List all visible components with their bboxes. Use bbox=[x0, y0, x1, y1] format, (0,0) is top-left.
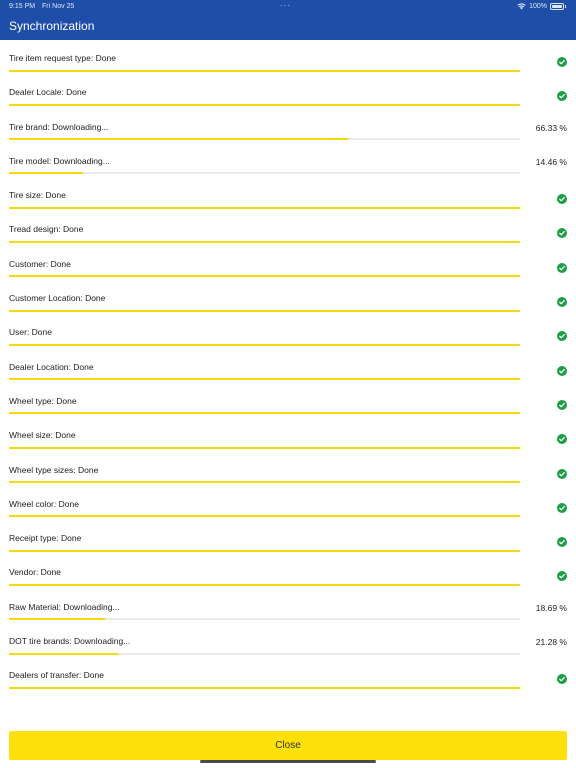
check-circle-icon bbox=[557, 674, 567, 684]
sync-row bbox=[0, 520, 576, 554]
sync-row-label: Tire model: Downloading... bbox=[9, 155, 110, 166]
check-circle-icon bbox=[557, 228, 567, 238]
progress-bar bbox=[9, 515, 520, 517]
progress-fill bbox=[9, 172, 83, 174]
progress-fill bbox=[9, 618, 105, 620]
home-indicator bbox=[200, 760, 376, 763]
wifi-icon bbox=[517, 3, 526, 10]
check-circle-icon bbox=[557, 434, 567, 444]
progress-bar bbox=[9, 618, 520, 620]
page-title: Synchronization bbox=[9, 19, 95, 33]
check-circle-icon bbox=[557, 263, 567, 273]
sync-row-label: Tread design: Done bbox=[9, 224, 84, 235]
progress-bar bbox=[9, 412, 520, 414]
progress-percent: 14.46 % bbox=[535, 156, 567, 167]
sync-row-label: Wheel color: Done bbox=[9, 498, 79, 509]
check-circle-icon bbox=[557, 503, 567, 513]
check-circle-icon bbox=[557, 57, 567, 67]
progress-fill bbox=[9, 70, 520, 72]
sync-row bbox=[0, 623, 576, 657]
progress-bar bbox=[9, 241, 520, 243]
progress-fill bbox=[9, 344, 520, 346]
sync-row-label: Customer Location: Done bbox=[9, 293, 106, 304]
progress-fill bbox=[9, 447, 520, 449]
check-circle-icon bbox=[557, 571, 567, 581]
progress-bar bbox=[9, 104, 520, 106]
sync-row bbox=[0, 349, 576, 383]
sync-row bbox=[0, 109, 576, 143]
progress-percent: 66.33 % bbox=[535, 122, 567, 133]
progress-fill bbox=[9, 310, 520, 312]
check-circle-icon bbox=[557, 537, 567, 547]
progress-bar bbox=[9, 275, 520, 277]
sync-row bbox=[0, 589, 576, 623]
sync-row bbox=[0, 211, 576, 245]
check-circle-icon bbox=[557, 469, 567, 479]
progress-bar bbox=[9, 378, 520, 380]
sync-row bbox=[0, 246, 576, 280]
sync-row bbox=[0, 383, 576, 417]
sync-row bbox=[0, 280, 576, 314]
sync-row bbox=[0, 40, 576, 74]
sync-row-label: Wheel type sizes: Done bbox=[9, 464, 99, 475]
progress-bar bbox=[9, 138, 520, 140]
progress-fill bbox=[9, 515, 520, 517]
progress-fill bbox=[9, 412, 520, 414]
progress-fill bbox=[9, 104, 520, 106]
progress-fill bbox=[9, 138, 348, 140]
check-circle-icon bbox=[557, 331, 567, 341]
progress-bar bbox=[9, 687, 520, 689]
progress-fill bbox=[9, 378, 520, 380]
sync-row bbox=[0, 177, 576, 211]
progress-fill bbox=[9, 653, 118, 655]
sync-row bbox=[0, 314, 576, 348]
check-circle-icon bbox=[557, 91, 567, 101]
progress-bar bbox=[9, 172, 520, 174]
sync-row-label: Tire size: Done bbox=[9, 190, 66, 201]
status-bar-right bbox=[517, 3, 566, 10]
battery-percent: 100% bbox=[529, 3, 547, 10]
progress-fill bbox=[9, 584, 520, 586]
sync-row-label: Wheel size: Done bbox=[9, 430, 76, 441]
sync-row-label: Tire item request type: Done bbox=[9, 53, 116, 63]
progress-bar bbox=[9, 70, 520, 72]
sync-row-label: Tire brand: Downloading... bbox=[9, 121, 109, 132]
progress-bar bbox=[9, 653, 520, 655]
sync-row bbox=[0, 452, 576, 486]
battery-icon bbox=[550, 3, 564, 10]
progress-bar bbox=[9, 344, 520, 346]
battery-cap bbox=[565, 5, 566, 8]
sync-row-label: Dealers of transfer: Done bbox=[9, 670, 104, 681]
progress-fill bbox=[9, 241, 520, 243]
sync-row-label: Receipt type: Done bbox=[9, 533, 82, 544]
multitasking-dots-icon: ··· bbox=[280, 1, 291, 10]
sync-row-label: Wheel type: Done bbox=[9, 395, 77, 406]
progress-percent: 21.28 % bbox=[535, 637, 567, 648]
check-circle-icon bbox=[557, 366, 567, 376]
status-time: 9:15 PM bbox=[9, 3, 36, 10]
sync-row-label: Dealer Location: Done bbox=[9, 361, 94, 372]
sync-row bbox=[0, 143, 576, 177]
sync-list[interactable] bbox=[0, 40, 576, 692]
sync-row-label: DOT tire brands: Downloading... bbox=[9, 636, 131, 647]
sync-row bbox=[0, 554, 576, 588]
sync-row-label: Raw Material: Downloading... bbox=[9, 601, 120, 612]
sync-row-label: Customer: Done bbox=[9, 258, 71, 269]
progress-fill bbox=[9, 481, 520, 483]
progress-fill bbox=[9, 275, 520, 277]
check-circle-icon bbox=[557, 194, 567, 204]
sync-row-label: Dealer Locale: Done bbox=[9, 87, 87, 98]
sync-row-label: User: Done bbox=[9, 327, 52, 338]
progress-bar bbox=[9, 207, 520, 209]
check-circle-icon bbox=[557, 400, 567, 410]
top-bar bbox=[0, 0, 576, 40]
sync-row bbox=[0, 486, 576, 520]
progress-bar bbox=[9, 447, 520, 449]
progress-fill bbox=[9, 687, 520, 689]
sync-row-label: Vendor: Done bbox=[9, 567, 61, 578]
check-circle-icon bbox=[557, 297, 567, 307]
progress-percent: 18.69 % bbox=[535, 602, 567, 613]
sync-row bbox=[0, 74, 576, 108]
sync-row bbox=[0, 417, 576, 451]
progress-bar bbox=[9, 310, 520, 312]
sync-row bbox=[0, 657, 576, 691]
progress-bar bbox=[9, 550, 520, 552]
progress-bar bbox=[9, 481, 520, 483]
progress-bar bbox=[9, 584, 520, 586]
progress-fill bbox=[9, 550, 520, 552]
close-button[interactable]: Close bbox=[9, 731, 567, 760]
status-bar-left bbox=[9, 3, 79, 10]
progress-fill bbox=[9, 207, 520, 209]
status-date: Fri Nov 25 bbox=[42, 3, 75, 10]
